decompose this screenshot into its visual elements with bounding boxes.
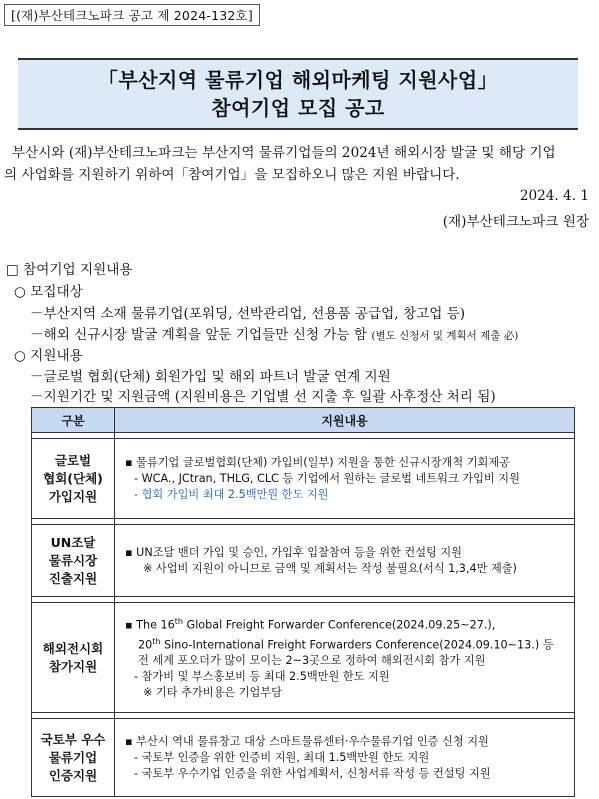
row-category: 국토부 우수 물류기업 인증지원 bbox=[32, 719, 115, 797]
table-header-row bbox=[32, 408, 575, 433]
table-row bbox=[32, 603, 575, 713]
table-row bbox=[32, 525, 575, 597]
row-content: ▪ 부산시 역내 물류창고 대상 스마트물류센터·우수물류기업 인증 신청 지원 - 국토부 인증을 위한 인증비 지원, 최대 1.5백만원 한도 지원 - 국토부 우수기업 인증을 위한 사업계획서, 신청서류 작성 등 컨설팅 지원 bbox=[115, 719, 575, 797]
target-item-2-note: (별도 신청서 및 계획서 제출 必) bbox=[371, 330, 519, 342]
section-heading: □ 참여기업 지원내용 bbox=[6, 262, 133, 278]
intro-line-1: 부산시와 (재)부산테크노파크는 부산지역 물류기업들의 2024년 해외시장 발굴 및 해당 기업 bbox=[12, 145, 556, 161]
title-line-1: 「부산지역 물류기업 해외마케팅 지원사업」 bbox=[97, 68, 499, 92]
target-item-1: －부산지역 소재 물류기업(포워딩, 선박관리업, 선용품 공급업, 창고업 등) bbox=[30, 306, 466, 322]
header-category: 구분 bbox=[32, 408, 115, 433]
row-category: 글로벌 협회(단체) 가입지원 bbox=[32, 439, 115, 519]
row-content: ▪ UN조달 밴더 가입 및 승인, 가입후 입찰참여 등을 위한 컨설팅 지원 ※ 사업비 지원이 아니므로 금액 및 계획서는 작성 불필요(서식 1,3,4만 제출) bbox=[115, 525, 575, 597]
row-content: ▪ 물류기업 글로벌협회(단체) 가입비(일부) 지원을 통한 신규시장개척 기회제공 - WCA., JCtran, THLG, CLC 등 기업에서 원하는 글로벌 네트워크 가입비 지원 - 협회 가입비 최대 2.5백만원 한도 지원 bbox=[115, 439, 575, 519]
support-item-2: －지원기간 및 지원금액 (지원비용은 기업별 선 지출 후 일괄 사후정산 처리 됨) bbox=[30, 389, 496, 405]
header-content: 지원내용 bbox=[115, 408, 575, 433]
support-label: ○ 지원내용 bbox=[14, 348, 83, 364]
table-row bbox=[32, 719, 575, 797]
support-item-1: －글로벌 협회(단체) 회원가입 및 해외 파트너 발굴 연계 지원 bbox=[30, 369, 391, 385]
title-box bbox=[18, 58, 578, 130]
announcement-date: 2024. 4. 1 bbox=[519, 188, 589, 204]
row-category: UN조달 물류시장 진출지원 bbox=[32, 525, 115, 597]
table-row bbox=[32, 439, 575, 519]
target-item-2-main: －해외 신규시장 발굴 계획을 앞둔 기업들만 신청 가능 함 bbox=[30, 327, 372, 343]
row-category: 해외전시회 참가지원 bbox=[32, 603, 115, 713]
target-item-2 bbox=[30, 323, 518, 343]
notice-number: [(재)부산테크노파크 공고 제 2024-132호] bbox=[4, 4, 260, 26]
intro-paragraph bbox=[4, 142, 592, 186]
support-table bbox=[31, 407, 575, 797]
title-line-2: 참여기업 모집 공고 bbox=[211, 96, 385, 120]
target-label: ○ 모집대상 bbox=[14, 284, 83, 300]
issuer-name: (재)부산테크노파크 원장 bbox=[442, 214, 589, 230]
row-content: ▪ The 16th Global Freight Forwarder Conference(2024.09.25~27.), 20th Sino-International Freight Forwarders Conference(2024.09.10~13.) 등 전 세계 포오더가 많이 모이는 2~3곳으로 정하여 해외전시회 참가 지원 - 참가비 및 부스홍보비 등 최대 2.5백만원 한도 지원 ※ 기타 추가비용은 기업부담 bbox=[115, 603, 575, 713]
intro-line-2: 의 사업화를 지원하기 위하여「참여기업」을 모집하오니 많은 지원 바랍니다. bbox=[4, 167, 460, 183]
